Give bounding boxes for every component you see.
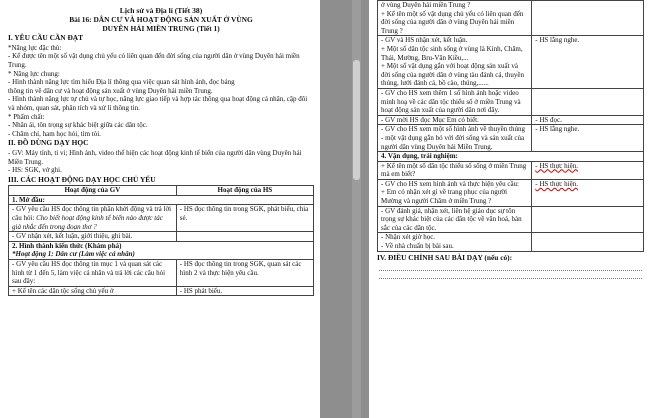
table-cell: - HS lắng nghe.: [532, 36, 644, 89]
table-cell: [532, 1, 644, 36]
table-cell: + Kể tên các dân tộc sống chủ yếu ở: [9, 286, 177, 296]
table-row: [378, 233, 644, 251]
table-row: [378, 161, 644, 179]
table-row: [9, 195, 314, 205]
dotted-line: [379, 263, 642, 271]
cell-text: - GV yêu cầu HS đọc thông tin phần khởi động và trả lời câu hỏi:: [12, 205, 172, 223]
table-cell: [378, 36, 532, 89]
cell-text: + Em có nhận xét gì về trang phục của người Mường và người Chăm ở miền Trung ?: [381, 188, 508, 206]
lesson-title-line2: DUYÊN HẢI MIỀN TRUNG (Tiết 1): [102, 23, 220, 33]
section-heading-materials: II. ĐỒ DÙNG DẠY HỌC: [8, 138, 89, 148]
table-cell: [378, 1, 532, 36]
table-cell: [378, 179, 532, 206]
table-cell: - GV yêu cầu HS đọc thông tin mục 1 và quan sát các hình từ 1 đến 5, làm việc cá nhân và trả lời các câu hỏi sau đây:: [9, 260, 177, 287]
table-header-row: [9, 186, 314, 196]
table-cell: - HS đọc.: [532, 115, 644, 125]
cell-text: - HS thực hiện.: [535, 161, 578, 170]
paragraph: *Năng lực đặc thù:: [8, 43, 62, 52]
table-row: [378, 125, 644, 152]
page-gap: [320, 0, 369, 418]
paragraph: - HS: SGK, vở ghi.: [8, 166, 62, 175]
table-row: [9, 205, 314, 232]
cell-text: - GV cho HS xem hình ảnh và thực hiện yêu cầu:: [381, 179, 519, 188]
table-cell: [9, 205, 177, 232]
table-cell: - GV cho HS xem thêm 1 số hình ảnh hoặc video minh hoạ về các dân tộc thiểu số ở miền Trung và hoạt động sản xuất của người dân nơi đây.: [378, 88, 532, 115]
cell-text: + Một số dân tộc sinh sống ở vùng là Kinh, Chăm, Thái, Mường, Bru-Vân Kiều,...: [381, 44, 523, 62]
paragraph: - Nhân ái, tôn trọng sự khác biệt giữa các dân tộc.: [8, 121, 148, 130]
activities-table: [8, 185, 314, 296]
paragraph: - GV: Máy tính, ti vi; Hình ảnh, video thể hiện các hoạt động kinh tế biển của người dân vùng Duyên hải Miền Trung.: [8, 148, 302, 166]
table-cell: [532, 179, 644, 206]
section-heading-activities: III. CÁC HOẠT ĐỘNG DẠY HỌC CHỦ YẾU: [8, 174, 156, 184]
paragraph: - Hình thành năng lực tìm hiểu Địa lí thông qua việc quan sát hình ảnh, đọc bảng: [8, 78, 235, 87]
table-cell: - GV nhận xét, kết luận, giới thiệu, ghi bài.: [9, 232, 177, 242]
table-row: [378, 36, 644, 89]
table-cell: [532, 233, 644, 251]
table-cell: [532, 88, 644, 115]
paragraph: - Kể được tên một số vật dụng chủ yếu có liên quan đến đời sống của người dân ở vùng Duyên hải miền Trung.: [8, 52, 300, 69]
cell-text: + Một số vật dụng gắn với hoạt động sản xuất và đời sống của người dân ở vùng tàu đánh cá, thuyền thúng, lưới đánh cá, bồ cào, thúng,......: [381, 62, 525, 88]
cell-text: - HS thực hiện.: [535, 179, 578, 188]
table-row: [378, 115, 644, 125]
paragraph: - Chăm chỉ, ham học hỏi, tìm tòi.: [8, 129, 101, 138]
table-row: [9, 232, 314, 242]
cell-subheading: *Hoạt động 1: Dân cư (Làm việc cá nhân): [12, 250, 135, 259]
cell-text: - GV và HS nhận xét, kết luận.: [381, 36, 468, 45]
table-row: [378, 179, 644, 206]
cell-question: Cho biết hoạt động kinh tế biển nào được tác giả nhắc đến trong đoạn thơ ?: [12, 214, 163, 231]
table-cell: [176, 232, 313, 242]
cell-text: ở vùng Duyên hải miền Trung ?: [381, 1, 471, 9]
table-cell: - GV đánh giá, nhận xét, liên hệ giáo dục sự tôn trọng sự khác biệt của các dân tộc về văn hoá, bản sắc của các dân tộc.: [378, 206, 532, 233]
dotted-line: [379, 271, 642, 279]
table-row: [378, 152, 644, 162]
table-cell: 4. Vận dụng, trải nghiệm:: [378, 152, 644, 162]
table-cell: - HS lắng nghe.: [532, 125, 644, 152]
paragraph: thông tin về dân cư và hoạt động sản xuất ở vùng Duyên hải miền Trung.: [8, 86, 213, 95]
table-cell: - HS phát biểu.: [176, 286, 313, 296]
lesson-subject-title: Lịch sử và Địa lí (Tiết 38): [119, 6, 203, 15]
table-cell: [532, 206, 644, 233]
document-page-left: [0, 0, 320, 418]
table-row: [378, 206, 644, 233]
table-cell: [532, 161, 644, 179]
document-page-right: [369, 0, 650, 418]
table-cell: - GV mời HS đọc Mục Em có biết.: [378, 115, 532, 125]
table-cell: 1. Mở đầu:: [9, 195, 314, 205]
section-heading-objectives: I. YÊU CẦU CẦN ĐẠT: [8, 33, 84, 43]
cell-heading: 2. Hình thành kiến thức (Khám phá): [12, 241, 122, 250]
cell-text: - Về nhà chuẩn bị bài sau.: [381, 242, 454, 251]
table-cell: - GV cho HS xem một số hình ảnh về thuyền thúng - một vật dụng gắn bó với đời sống và sản xuất của người dân vùng Duyên hải Miền Trung.: [378, 125, 532, 152]
section-heading-adjustment: IV. ĐIỀU CHỈNH SAU BÀI DẠY (nếu có):: [377, 252, 513, 262]
cell-text: - Nhận xét giờ học.: [381, 233, 436, 242]
scrollbar-thumb[interactable]: [353, 60, 360, 180]
table-row: [9, 241, 314, 259]
cell-text: + Kể tên một số vật dụng chủ yếu có liên quan đến đời sống của người dân ở vùng Duyên hải miền Trung ?: [381, 9, 524, 35]
table-row: [378, 88, 644, 115]
paragraph: * Năng lực chung:: [8, 69, 60, 78]
table-cell: + Kể tên một số dân tộc thiểu số sống ở miền Trung mà em biết?: [378, 161, 532, 179]
table-cell: [378, 233, 532, 251]
column-header-teacher: Hoạt động của GV: [9, 186, 177, 196]
table-cell: - HS đọc thông tin trong SGK, quan sát các hình 2 và thực hiện yêu cầu.: [176, 260, 313, 287]
table-row: [378, 1, 644, 36]
paragraph: * Phẩm chất:: [8, 112, 45, 121]
column-header-student: Hoạt động của HS: [176, 186, 313, 196]
table-row: [9, 260, 314, 287]
paragraph: - Hình thành năng lực tự chủ và tự học, năng lực giao tiếp và hợp tác thông qua hoạt động cá nhân, cặp đôi và nhóm, quan sát, phân tích và xử lí thông tin.: [8, 95, 308, 112]
lesson-title-line1: Bài 16: DÂN CƯ VÀ HOẠT ĐỘNG SẢN XUẤT Ở VÙNG: [69, 15, 253, 24]
table-cell: - HS đọc thông tin trong SGK, phát biểu, chia sẻ.: [176, 205, 313, 232]
table-cell: [9, 241, 314, 259]
table-row: [9, 286, 314, 296]
activities-table-continued: [377, 0, 644, 252]
